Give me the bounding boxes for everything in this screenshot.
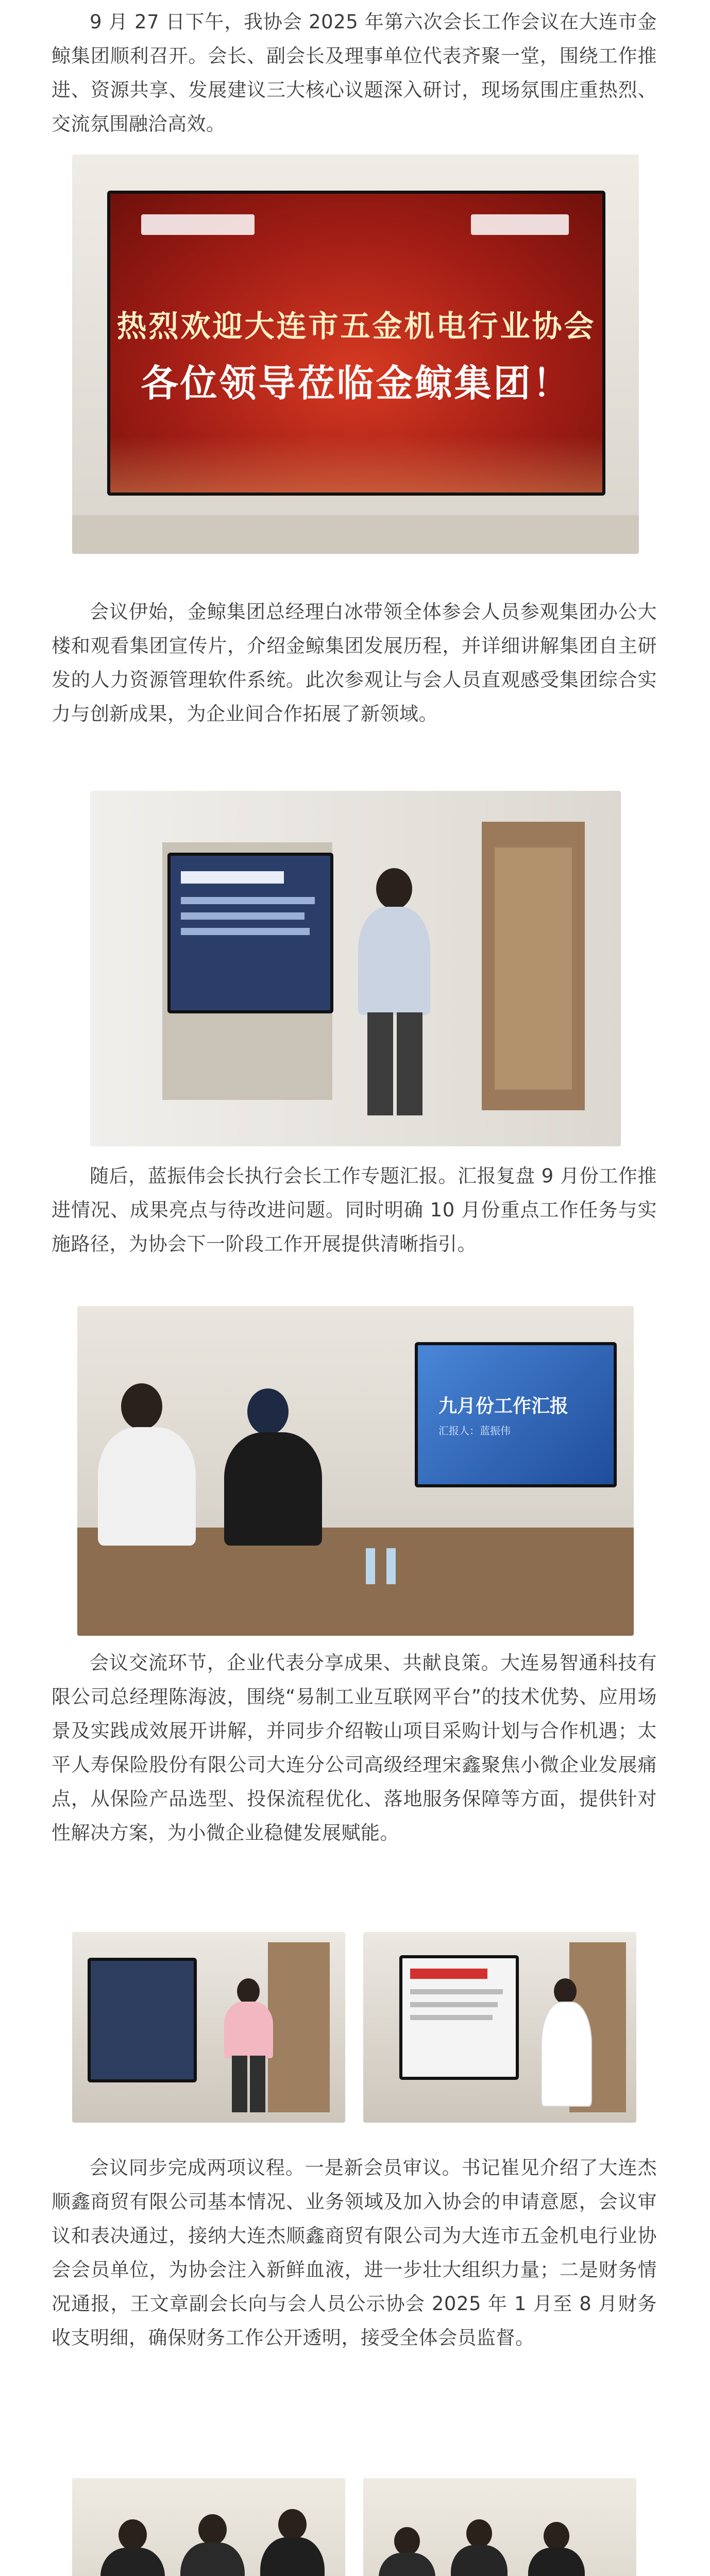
slide-subtitle: 汇报人：蓝振伟 [438, 1425, 511, 1437]
presentation-screen [167, 853, 333, 1013]
photo-meeting-table-2 [363, 2478, 636, 2576]
banner-line-2: 各位领导莅临金鲸集团！ [141, 361, 572, 405]
photo-presentation [90, 791, 621, 1146]
photo-speaker-1 [72, 1932, 345, 2123]
photo-work-report [77, 1306, 634, 1636]
report-slide-screen [415, 1342, 617, 1487]
paragraph-report: 随后，蓝振伟会长执行会长工作专题汇报。汇报复盘 9 月份工作推进情况、成果亮点与待改进问题。同时明确 10 月份重点工作任务与实施路径，为协会下一阶段工作开展提供清晰指引。 [52, 1165, 657, 1255]
photo-speaker-2 [363, 1932, 636, 2123]
photo-meeting-table-1 [72, 2478, 345, 2576]
paragraph-exchange: 会议交流环节，企业代表分享成果、共献良策。大连易智通科技有限公司总经理陈海波，围绕“易制工业互联网平台”的技术优势、应用场景及实践成效展开讲解，并同步介绍鞍山项目采购计划与合作机遇；太平人寿保险股份有限公司大连分公司高级经理宋鑫聚焦小微企业发展痛点，从保险产品选型、投保流程优化、落地服务保障等方面，提供针对性解决方案，为小微企业稳健发展赋能。 [52, 1652, 657, 1844]
paragraph-agenda: 会议同步完成两项议程。一是新会员审议。书记崔见介绍了大连杰顺鑫商贸有限公司基本情况、业务领域及加入协会的申请意愿，会议审议和表决通过，接纳大连杰顺鑫商贸有限公司为大连市五金机电行业协会会员单位，为协会注入新鲜血液，进一步壮大组织力量；二是财务情况通报，王文章副会长向与会人员公示协会 2025 年 1 月至 8 月财务收支明细，确保财务工作公开透明，接受全体会员监督。 [52, 2157, 657, 2349]
paragraph-visit: 会议伊始，金鲸集团总经理白冰带领全体参会人员参观集团办公大楼和观看集团宣传片，介绍金鲸集团发展历程，并详细讲解集团自主研发的人力资源管理软件系统。此次参观让与会人员直观感受集团综合实力与创新成果，为企业间合作拓展了新领域。 [52, 601, 657, 725]
paragraph-intro: 9 月 27 日下午，我协会 2025 年第六次会长工作会议在大连市金鲸集团顺利召开。会长、副会长及理事单位代表齐聚一堂，围绕工作推进、资源共享、发展建议三大核心议题深入研讨，现场氛围庄重热烈、交流氛围融洽高效。 [52, 11, 657, 135]
slide-title: 九月份工作汇报 [438, 1396, 569, 1417]
photo-welcome-screen [72, 155, 639, 554]
tv-screen [107, 191, 605, 496]
banner-line-1: 热烈欢迎大连市五金机电行业协会 [116, 309, 596, 344]
